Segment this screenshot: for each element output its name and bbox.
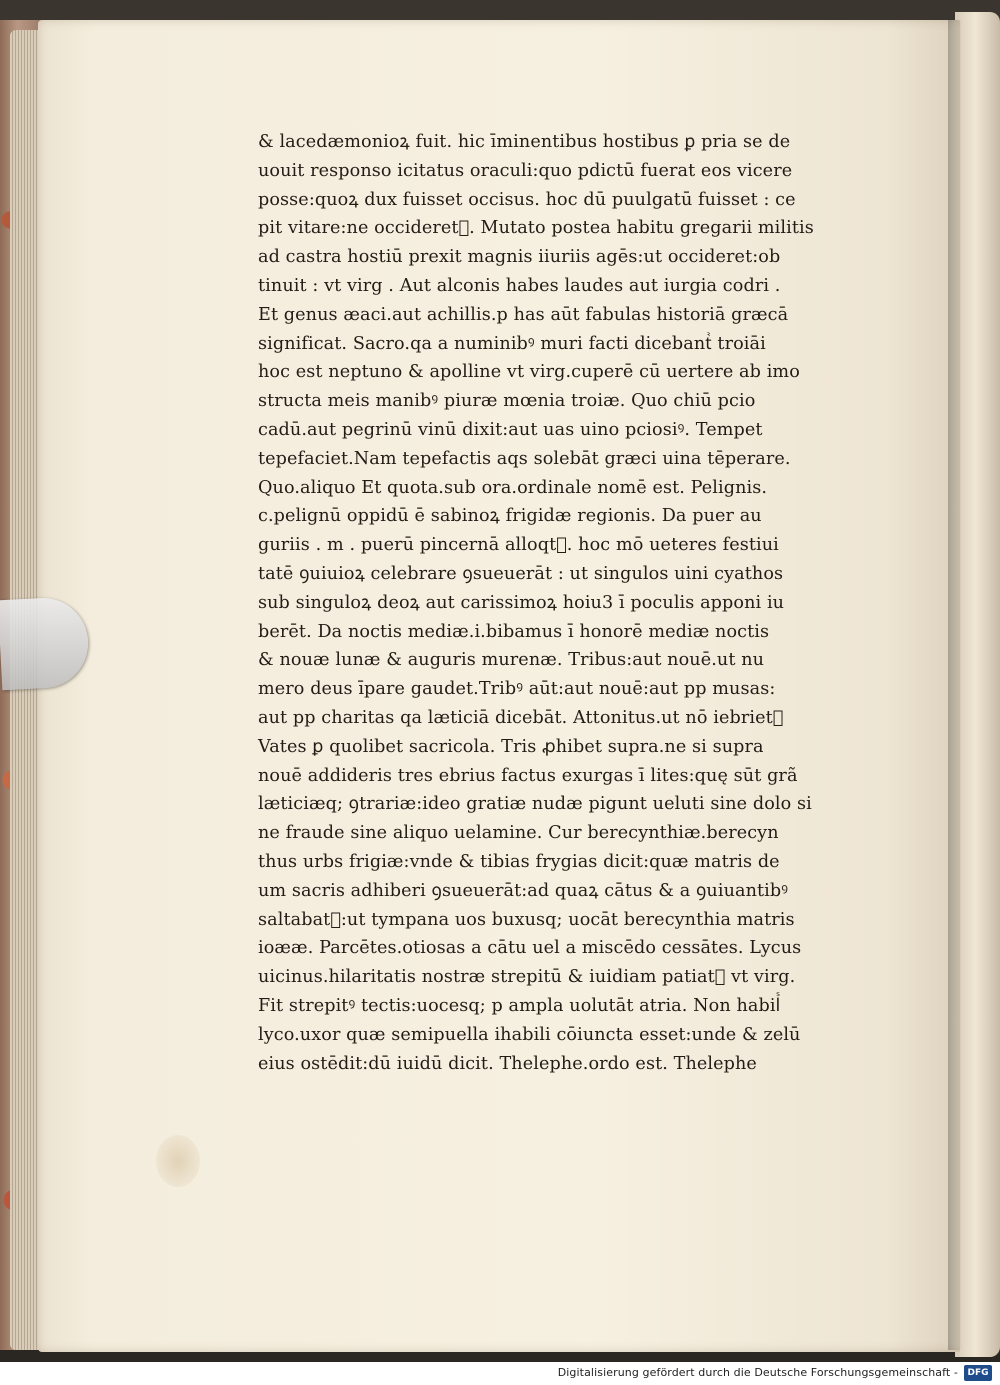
text-line: tepefaciet.Nam tepefactis aqs solebāt græci uina tēperare.: [258, 448, 791, 469]
dfg-logo-text: DFG: [967, 1368, 989, 1378]
text-line: Fit strepitꝰ tectis:uocesq; p ampla uolutāt atria. Non habilᷤ: [258, 995, 781, 1016]
page-stain: [156, 1135, 200, 1187]
text-line: uicinus.hilaritatis nostræ strepitū & iuidiam patiatᷣ vt virg.: [258, 967, 796, 988]
text-line: uouit responso icitatus oraculi:quo pdictū fuerat eos vicere: [258, 160, 793, 181]
text-line: & lacedæmonioꝝ fuit. hic īminentibus hostibus ꝑ pria se de: [258, 132, 791, 152]
text-line: significat. Sacro.qa a numinibꝰ muri facti dicebantᷣ troiāi: [258, 333, 766, 354]
funding-credit: Digitalisierung gefördert durch die Deutsche Forschungsgemeinschaft -: [557, 1366, 958, 1379]
text-line: posse:quoꝝ dux fuisset occisus. hoc dū puulgatū fuisset : ce: [258, 189, 796, 210]
gutter-shadow: [948, 20, 962, 1350]
incunable-text-block: [258, 128, 858, 1078]
text-line: pit vitare:ne occideretᷣ. Mutato postea habitu gregarii militis: [258, 218, 814, 239]
text-line: structa meis manibꝰ piuræ mœnia troiæ. Quo chiū pcio: [258, 391, 756, 412]
text-line: tatē ꝯuiuioꝝ celebrare ꝯsueuerāt : ut singulos uini cyathos: [258, 563, 784, 584]
text-line: læticiæq; ꝯtrariæ:ideo gratiæ nudæ pigunt ueluti sine dolo si: [258, 794, 812, 815]
text-line: lyco.uxor quæ semipuella ihabili cōiuncta esset:unde & zelū: [258, 1024, 801, 1045]
dfg-logo: [964, 1365, 992, 1381]
text-line: guriis . m . puerū pincernā alloqtᷣ. hoc mō ueteres festiui: [258, 535, 779, 556]
text-line: um sacris adhiberi ꝯsueuerāt:ad quaꝝ cātus & a ꝯuiuantibꝰ: [258, 880, 789, 901]
text-line: sub singuloꝝ deoꝝ aut carissimoꝝ hoiu3 ī poculis apponi iu: [258, 592, 785, 613]
text-line: hoc est neptuno & apolline vt virg.cuperē cū uertere ab imo: [258, 362, 800, 383]
text-line: cadū.aut pegrinū vinū dixit:aut uas uino pciosiꝰ. Tempet: [258, 419, 763, 440]
text-line: Quo.aliquo Et quota.sub ora.ordinale nomē est. Pelignis.: [258, 477, 768, 498]
text-line: berēt. Da noctis mediæ.i.bibamus ī honorē mediæ noctis: [258, 621, 770, 642]
footer-bar: [0, 1362, 1000, 1385]
text-line: aut pp charitas qa læticiā dicebāt. Attonitus.ut nō iebrietᷣ: [258, 707, 784, 728]
text-line: saltabatᷣ:ut tympana uos buxusq; uocāt berecynthia matris: [258, 909, 795, 930]
text-line: Vates ꝑ quolibet sacricola. Tris ꝓhibet supra.ne si supra: [258, 736, 764, 757]
text-line: ad castra hostiū prexit magnis iiuriis agēs:ut occideret:ob: [258, 247, 781, 268]
text-line: ioææ. Parcētes.otiosas a cātu uel a miscēdo cessātes. Lycus: [258, 938, 802, 959]
text-line: mero deus īpare gaudet.Tribꝰ aūt:aut nouē:aut pp musas:: [258, 679, 776, 700]
text-line: tinuit : vt virg . Aut alconis habes laudes aut iurgia codri .: [258, 275, 781, 296]
text-line: & nouæ lunæ & auguris murenæ. Tribus:aut nouē.ut nu: [258, 650, 765, 671]
text-line: nouē addideris tres ebrius factus exurgas ī lites:quę sūt grã: [258, 765, 798, 786]
text-line: thus urbs frigiæ:vnde & tibias frygias dicit:quæ matris de: [258, 851, 780, 872]
text-line: Et genus æaci.aut achillis.p has aūt fabulas historiā græcā: [258, 304, 789, 325]
text-line: eius ostēdit:dū iuidū dicit. Thelephe.ordo est. Thelephe: [258, 1053, 757, 1074]
text-line: c.pelignū oppidū ē sabinoꝝ frigidæ regionis. Da puer au: [258, 506, 762, 527]
text-line: ne fraude sine aliquo uelamine. Cur berecynthiæ.berecyn: [258, 823, 779, 844]
